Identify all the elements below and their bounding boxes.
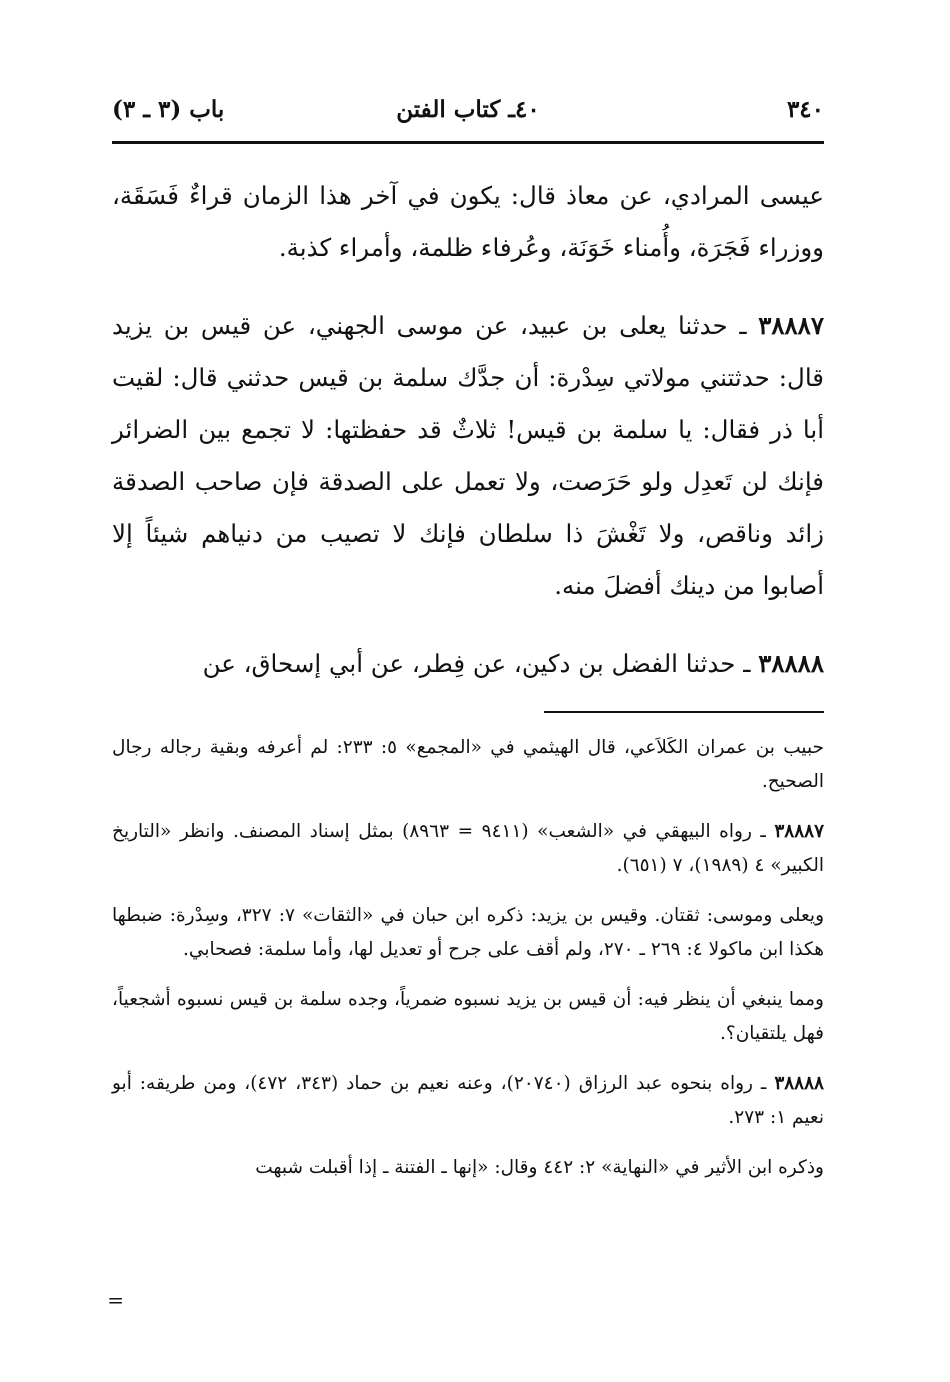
chapter-label: باب (٣ ـ ٣) — [112, 96, 225, 123]
footnote-text: ـ رواه بنحوه عبد الرزاق (٢٠٧٤٠)، وعنه نعيم بن حماد (٣٤٣، ٤٧٢)، ومن طريقه: أبو نعيم ١: ٢٧٣. — [112, 1073, 824, 1128]
footnote-divider — [544, 711, 824, 713]
footnote-narrators: ويعلى وموسى: ثقتان. وقيس بن يزيد: ذكره ابن حبان في «الثقات» ٧: ٣٢٧، وسِدْرة: ضبطها هكذا ابن ماكولا ٤: ٢٦٩ ـ ٢٧٠، ولم أقف على جرح أو تعديل لها، وأما سلمة: فصحابي. — [112, 905, 824, 960]
footnote-number: ٣٨٨٨٨ — [774, 1073, 824, 1094]
paragraph-continuation: عيسى المرادي، عن معاذ قال: يكون في آخر هذا الزمان قراءٌ فَسَقَة، ووزراء فَجَرَة، وأُمناء خَوَنَة، وعُرفاء ظلمة، وأمراء كذبة. — [112, 181, 824, 262]
main-text — [112, 170, 824, 690]
footnote-number: ٣٨٨٨٧ — [774, 821, 825, 842]
page-header — [112, 96, 824, 140]
hadith-number: ٣٨٨٨٨ — [758, 649, 824, 678]
header-divider — [112, 141, 824, 144]
continuation-mark: = — [107, 1288, 124, 1312]
footnotes — [112, 731, 824, 1185]
hadith-number: ٣٨٨٨٧ — [758, 311, 824, 340]
footnote-38887 — [112, 815, 824, 883]
hadith-38887 — [112, 300, 824, 612]
hadith-38888 — [112, 638, 824, 690]
footnote-text: ـ رواه البيهقي في «الشعب» (٩٤١١ = ٨٩٦٣) بمثل إسناد المصنف. وانظر «التاريخ الكبير» ٤ (١٩٨٩)، ٧ (٦٥١). — [112, 821, 824, 876]
footnote-continuation: حبيب بن عمران الكَلاَعي، قال الهيثمي في «المجمع» ٥: ٢٣٣: لم أعرفه وبقية رجاله رجال الصحيح. — [112, 737, 824, 792]
hadith-text: ـ حدثنا الفضل بن دكين، عن فِطر، عن أبي إسحاق، عن — [202, 649, 751, 678]
footnote-nihaya: وذكره ابن الأثير في «النهاية» ٢: ٤٤٢ وقال: «إنها ـ الفتنة ـ إذا أقبلت شبهت — [255, 1157, 824, 1178]
book-title: ٤٠ـ كتاب الفتن — [396, 96, 540, 123]
hadith-text: ـ حدثنا يعلى بن عبيد، عن موسى الجهني، عن قيس بن يزيد قال: حدثتني مولاتي سِدْرة: أن جدَّك سلمة بن قيس حدثني قال: لقيت أبا ذر فقال: يا سلمة بن قيس! ثلاثٌ قد حفظتها: لا تجمع بين الضرائر فإنك لن تَعدِل ولو حَرَصت، ولا تعمل على الصدقة فإن صاحب الصدقة زائد وناقص، ولا تَغْشَ ذا سلطان فإنك لا تصيب من دنياهم شيئاً إلا أصابوا من دينك أفضلَ منه. — [112, 311, 824, 600]
footnote-remark: ومما ينبغي أن ينظر فيه: أن قيس بن يزيد نسبوه ضمرياً، وجده سلمة بن قيس نسبوه أشجعياً، فهل يلتقيان؟. — [112, 989, 824, 1044]
page-number: ٣٤٠ — [786, 96, 824, 123]
footnote-38888 — [112, 1067, 824, 1135]
